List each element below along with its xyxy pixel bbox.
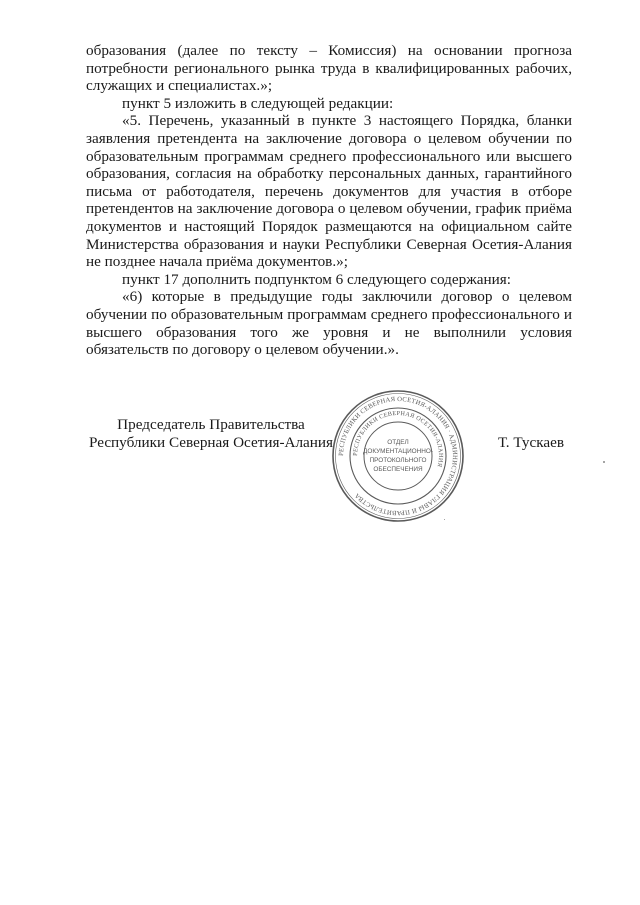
svg-text:ПРОТОКОЛЬНОГО: ПРОТОКОЛЬНОГО bbox=[369, 457, 427, 464]
svg-text:ОБЕСПЕЧЕНИЯ: ОБЕСПЕЧЕНИЯ bbox=[373, 466, 423, 473]
official-stamp bbox=[330, 388, 466, 524]
paragraph-2: пункт 5 изложить в следующей редакции: bbox=[122, 94, 394, 112]
signatory-title-line-2: Республики Северная Осетия-Алания bbox=[88, 433, 334, 451]
stamp-center-text bbox=[363, 439, 433, 473]
svg-text:ОТДЕЛ: ОТДЕЛ bbox=[387, 439, 409, 446]
stamp-inner-ring bbox=[364, 422, 432, 490]
svg-text:ДОКУМЕНТАЦИОННО-: ДОКУМЕНТАЦИОННО- bbox=[363, 448, 433, 455]
document-body bbox=[86, 42, 572, 359]
paragraph-5: «6) которые в предыдущие годы заключили договор о целевом обучении по образовательным программам среднего профессионального и высшего образования того же уровня и не выполнили условия обязательств по договору о целевом обучении.». bbox=[86, 288, 572, 359]
scan-speck bbox=[444, 519, 445, 520]
paragraph-4: пункт 17 дополнить подпунктом 6 следующего содержания: bbox=[122, 270, 511, 288]
signatory-title bbox=[86, 416, 336, 451]
scan-speck bbox=[603, 461, 605, 463]
stamp-outer-text: РЕСПУБЛИКИ СЕВЕРНАЯ ОСЕТИЯ-АЛАНИЯ · АДМИНИСТРАЦИЯ ГЛАВЫ И ПРАВИТЕЛЬСТВА bbox=[337, 395, 459, 517]
stamp-inner-text: РЕСПУБЛИКИ СЕВЕРНАЯ ОСЕТИЯ-АЛАНИЯ bbox=[351, 409, 445, 468]
paragraph-1: образования (далее по тексту – Комиссия) на основании прогноза потребности регионального рынка труда в квалифицированных рабочих, служащих и специалистах.»; bbox=[86, 42, 572, 95]
paragraph-3: «5. Перечень, указанный в пункте 3 настоящего Порядка, бланки заявления претендента на заключение договора о целевом обучении по образовательным программам среднего профессионального или высшего образования, согласия на обработку персональных данных, гарантийного письма от работодателя, перечень документов для участия в отборе претендентов на заключение договора о целевом обучении, график приёма документов и настоящий Порядок размещаются на официальном сайте Министерства образования и науки Республики Северная Осетия-Алания не позднее начала приёма документов.»; bbox=[86, 112, 572, 271]
signatory-title-line-1: Председатель Правительства bbox=[117, 416, 305, 433]
signatory-name: Т. Тускаев bbox=[498, 434, 565, 451]
